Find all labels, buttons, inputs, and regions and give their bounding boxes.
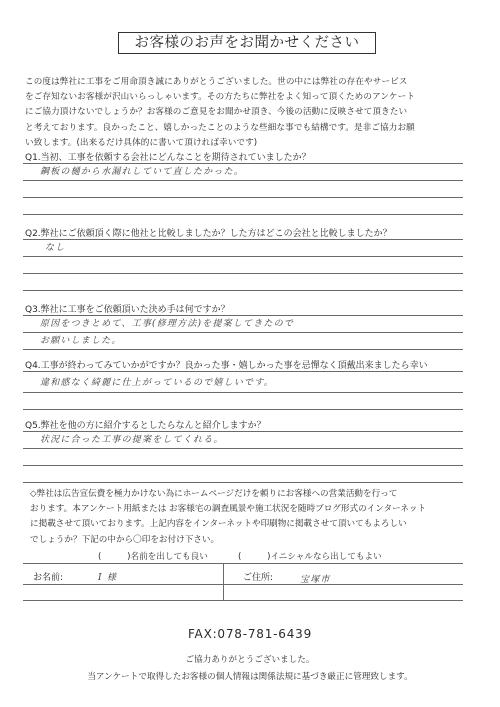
field-divider xyxy=(223,563,224,600)
question-3-answer-line2[interactable]: お願いしました。 xyxy=(40,336,122,346)
name-value[interactable]: I 様 xyxy=(98,573,118,583)
consent-line: ◇弊社は広告宣伝費を極力かけない為にホームページだけを頼りにお客様への営業活動を行って xyxy=(30,489,398,499)
question-1-label: Q1.当初、工事を依頼する会社にどんなことを期待されていましたか？ xyxy=(25,153,311,163)
field-line xyxy=(23,563,463,564)
question-3-label: Q3.弊社に工事をご依頼頂いた決め手は何ですか？ xyxy=(25,305,230,315)
consent-line: おります。本アンケート用紙または お客様宅の調査風景や施工状況を随時ブログ形式のインターネット xyxy=(30,504,427,515)
name-label: お名前: xyxy=(33,573,64,583)
answer-line xyxy=(23,273,463,274)
answer-line xyxy=(23,239,463,240)
answer-line xyxy=(23,465,463,466)
answer-line xyxy=(23,290,463,291)
field-line xyxy=(23,600,463,601)
question-3-answer-line1[interactable]: 原因をつきとめて、工事(修理方法)を提案してきたので xyxy=(40,319,295,329)
question-2-label: Q2.弊社にご依頼頂く際に他社と比較しましたか？した方はどこの会社と比較しましたか？ xyxy=(25,229,392,239)
question-5-label: Q5.弊社を他の方に紹介するとしたらなんと紹介しますか？ xyxy=(25,421,266,431)
answer-line xyxy=(23,371,463,372)
option-name-ok[interactable]: ( )名前を出しても良い xyxy=(98,552,208,562)
question-2-answer[interactable]: なし xyxy=(45,243,66,253)
answer-line xyxy=(23,392,463,393)
address-value[interactable]: 宝塚市 xyxy=(300,575,331,585)
answer-line xyxy=(23,349,463,350)
answer-line xyxy=(23,409,463,410)
intro-line: と考えております。良かったこと、嬉しかったことのような些細な事でも結構です。是非ご協力お願 xyxy=(25,122,415,133)
answer-line xyxy=(23,256,463,257)
intro-text xyxy=(25,75,481,151)
intro-line: この度は弊社に工事をご用命頂き誠にありがとうございました。世の中には弊社の存在やサービス xyxy=(25,77,408,87)
address-label: ご住所: xyxy=(243,573,274,583)
question-5-answer[interactable]: 状況に合った工事の提案をしてくれる。 xyxy=(40,435,224,445)
answer-line xyxy=(23,214,463,215)
consent-line: に掲載させて頂いております。上記内容をインターネットや印刷物に掲載させて頂いてもよろしい xyxy=(30,519,407,530)
question-4-answer[interactable]: 違和感なく綺麗に仕上がっているので嬉しいです。 xyxy=(40,378,274,388)
question-1-answer[interactable]: 鋼板の樋から水漏れしていて直したかった。 xyxy=(40,167,245,177)
answer-line xyxy=(23,180,463,181)
option-initial-ok[interactable]: ( )イニシャルなら出してもよい xyxy=(238,552,382,562)
page-title: お客様のお声をお聞かせください xyxy=(118,32,376,54)
privacy-text: 当アンケートで取得したお客様の個人情報は関係法規に基づき厳正に管理致します。 xyxy=(87,672,413,682)
intro-line: にご協力頂けないでしょうか？お客様のご意見をお聞かせ頂き、今後の活動に反映させて頂きたい xyxy=(25,107,408,118)
answer-line xyxy=(23,482,463,483)
answer-line xyxy=(23,448,463,449)
question-4-label: Q4.工事が終わってみていかがですか？良かった事・嬉しかった事を忌憚なく頂戴出来ましたら幸い xyxy=(25,361,428,371)
intro-line: をご存知ないお客様が沢山いらっしゃいます。その方たちに弊社をよく知って頂くためのアンケート xyxy=(25,92,416,103)
publication-consent-text xyxy=(30,487,480,548)
field-line xyxy=(23,584,463,585)
fax-number: FAX:078-781-6439 xyxy=(187,627,313,641)
consent-line: でしょうか？下記の中から〇印をお付け下さい。 xyxy=(30,534,220,545)
answer-line xyxy=(23,197,463,198)
intro-line: い致します。(出来るだけ具体的に書いて頂ければ幸いです) xyxy=(25,137,258,148)
thanks-text: ご協力ありがとうございました。 xyxy=(185,655,315,665)
